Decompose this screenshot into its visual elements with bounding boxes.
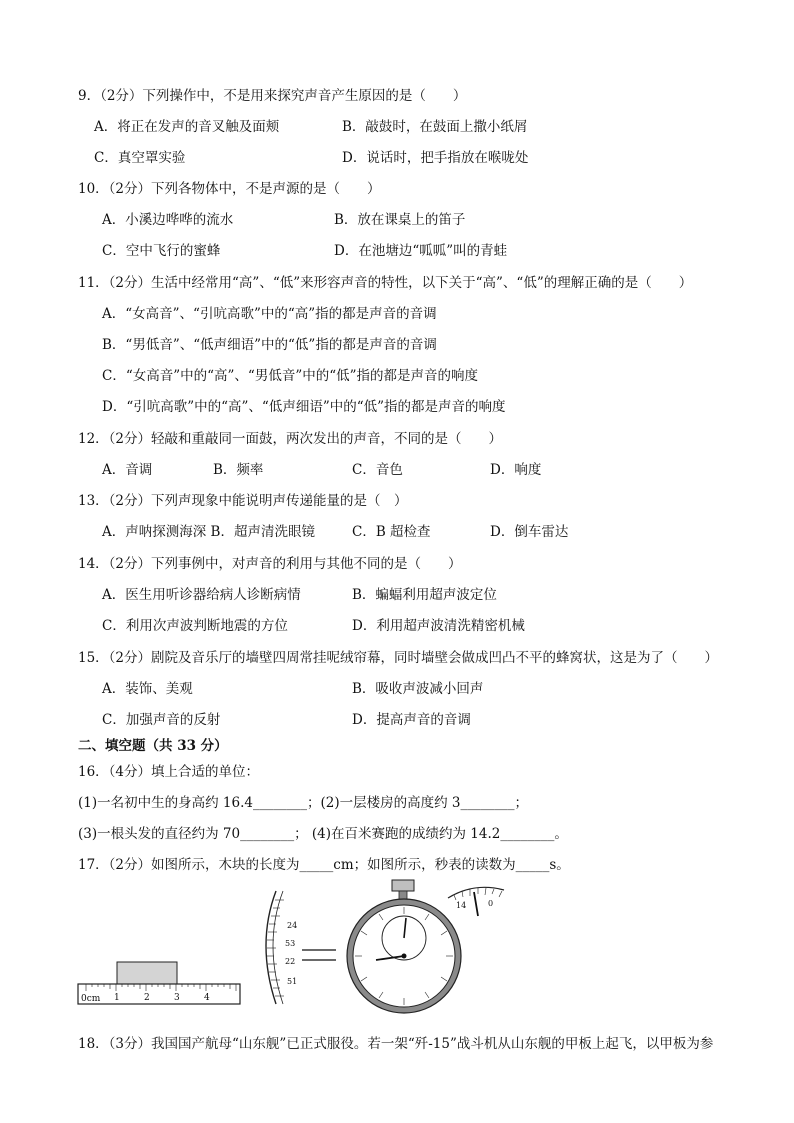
question-14-option-b: B．蝙蝠利用超声波定位 (352, 587, 497, 603)
scale-label-51: 51 (287, 977, 298, 986)
question-14-option-a: A．医生用听诊器给病人诊断病情 (102, 587, 301, 603)
question-10-option-b: B．放在课桌上的笛子 (334, 212, 466, 228)
question-13-stem: 13．（2分）下列声现象中能说明声传递能量的是（ ） (78, 493, 408, 509)
question-12-stem: 12．（2分）轻敲和重敲同一面鼓，两次发出的声音，不同的是（ ） (78, 431, 503, 447)
dial-pointer (474, 892, 478, 916)
question-10-option-d: D．在池塘边“呱呱”叫的青蛙 (334, 243, 508, 259)
wood-block (117, 962, 177, 984)
section-heading-fill-in: 二、填空题（共 33 分） (78, 738, 228, 754)
question-12-option-b: B．频率 (213, 462, 264, 478)
magnified-dial (448, 887, 504, 916)
ruler-label-2: 2 (144, 993, 150, 1003)
question-18-stem: 18．（3分）我国国产航母“山东舰”已正式服役。若一架“歼-15”战斗机从山东舰的甲板上起飞，以甲板为参 (78, 1036, 714, 1052)
question-12-option-c: C．音色 (352, 462, 403, 478)
question-9-option-a: A．将正在发声的音叉触及面颊 (94, 119, 280, 135)
question-9-stem: 9．（2分）下列操作中，不是用来探究声音产生原因的是（ ） (78, 88, 467, 104)
question-9-option-d: D．说话时，把手指放在喉咙处 (342, 150, 529, 166)
question-15-option-d: D．提高声音的音调 (352, 712, 471, 728)
question-11-option-a: A．“女高音”、“引吭高歌”中的“高”指的都是声音的音调 (102, 306, 437, 322)
question-12-option-a: A．音调 (102, 462, 153, 478)
scale-label-53: 53 (285, 939, 296, 948)
question-14-stem: 14．（2分）下列事例中，对声音的利用与其他不同的是（ ） (78, 556, 462, 572)
question-11-option-d: D．“引吭高歌”中的“高”、“低声细语”中的“低”指的都是声音的响度 (102, 399, 506, 415)
question-13-option-d: D．倒车雷达 (490, 524, 569, 540)
ruler-label-1: 1 (114, 993, 120, 1003)
dial-label-14: 14 (456, 901, 467, 910)
stopwatch-crown (392, 880, 414, 891)
scale-label-22: 22 (285, 957, 296, 966)
question-16-line-2: (3)一根头发的直径约为 70________； (4)在百米赛跑的成绩约为 14.2________。 (78, 826, 568, 842)
question-9-option-b: B．敲鼓时，在鼓面上撒小纸屑 (342, 119, 528, 135)
question-11-stem: 11．（2分）生活中经常用“高”、“低”来形容声音的特性，以下关于“高”、“低”的理解正确的是（ ） (78, 275, 693, 291)
question-10-stem: 10．（2分）下列各物体中，不是声源的是（ ） (78, 181, 381, 197)
question-15-option-a: A．装饰、美观 (102, 681, 193, 697)
question-15-stem: 15．（2分）剧院及音乐厅的墙壁四周常挂呢绒帘幕，同时墙壁会做成凹凸不平的蜂窝状，这是为了（ ） (78, 650, 719, 666)
scale-label-24: 24 (287, 921, 298, 930)
question-9-option-c: C．真空罩实验 (94, 150, 186, 166)
figure-ruler-and-stopwatch (70, 876, 590, 1016)
dial-label-0: 0 (488, 899, 494, 908)
question-14-option-c: C．利用次声波判断地震的方位 (102, 618, 288, 634)
ruler-label-0: 0cm (81, 994, 101, 1004)
question-17-stem: 17．（2分）如图所示，木块的长度为_____cm；如图所示，秒表的读数为_____s。 (78, 857, 570, 873)
question-15-option-c: C．加强声音的反射 (102, 712, 221, 728)
stopwatch (347, 880, 461, 1013)
question-16-line-1: (1)一名初中生的身高约 16.4________；(2)一层楼房的高度约 3________； (78, 795, 528, 811)
question-14-option-d: D．利用超声波清洗精密机械 (352, 618, 525, 634)
question-12-option-d: D．响度 (490, 462, 542, 478)
ruler-label-4: 4 (204, 993, 210, 1003)
question-13-option-c: C．B 超检查 (352, 524, 431, 540)
ruler (78, 984, 240, 1004)
magnified-scale (266, 891, 336, 1004)
ruler-figure (78, 962, 240, 1004)
question-15-option-b: B．吸收声波减小回声 (352, 681, 484, 697)
question-16-stem: 16．（4分）填上合适的单位： (78, 764, 260, 780)
ruler-label-3: 3 (174, 993, 180, 1003)
question-11-option-b: B．“男低音”、“低声细语”中的“低”指的都是声音的音调 (102, 337, 437, 353)
question-10-option-a: A．小溪边哗哗的流水 (102, 212, 234, 228)
question-11-option-c: C．“女高音”中的“高”、“男低音”中的“低”指的都是声音的响度 (102, 368, 479, 384)
question-10-option-c: C．空中飞行的蜜蜂 (102, 243, 221, 259)
question-13-option-ab: A．声呐探测海深 B．超声清洗眼镜 (102, 524, 315, 540)
